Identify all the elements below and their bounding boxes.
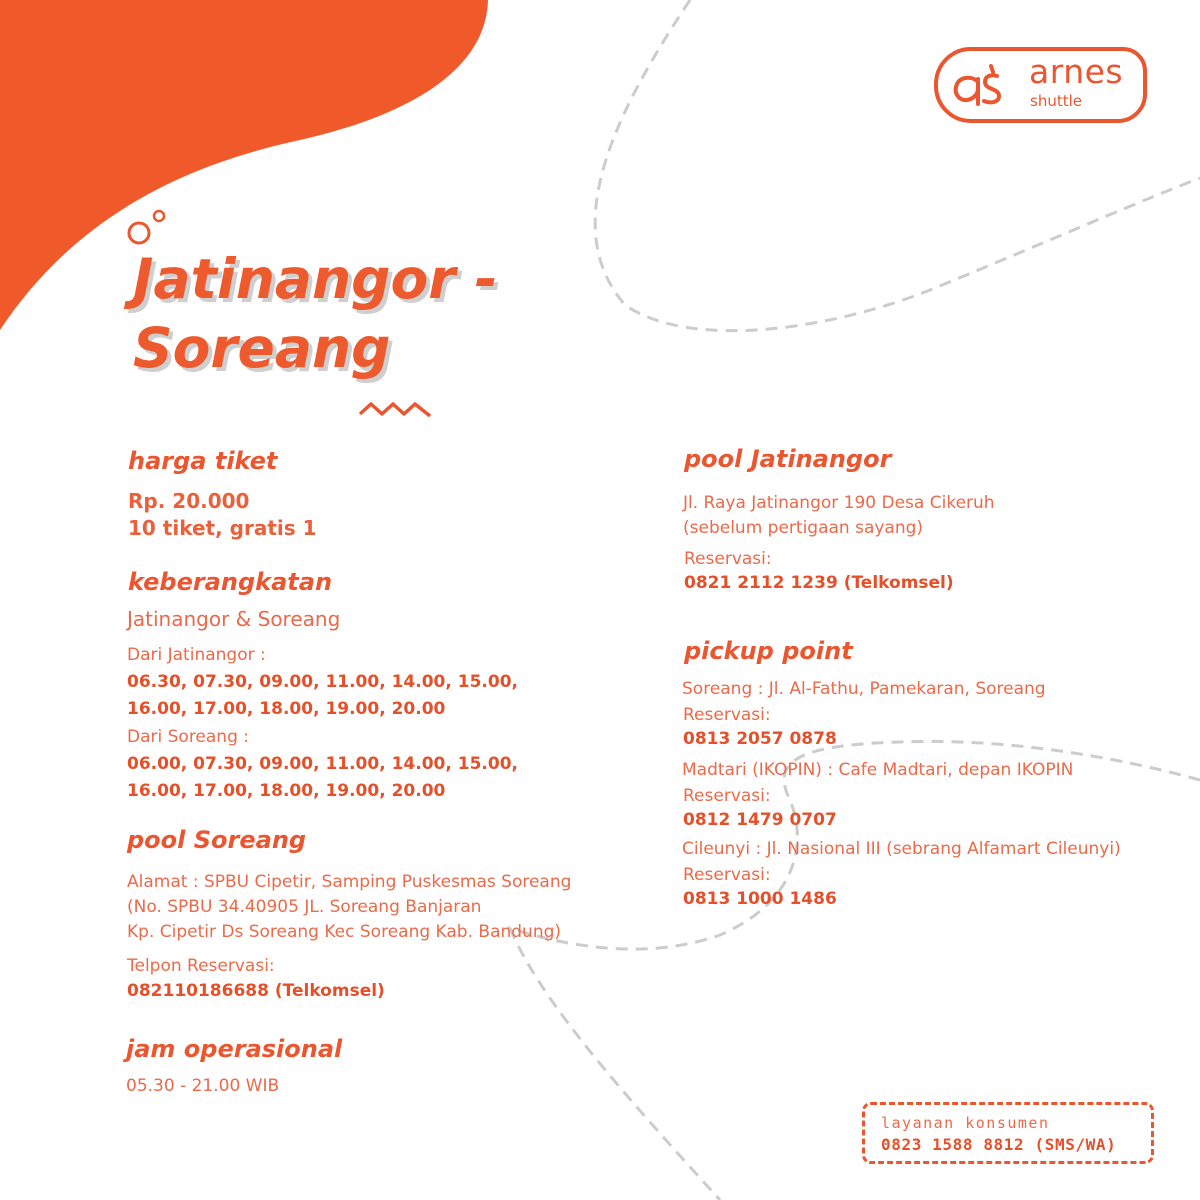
pickup-madtari-phone: 0812 1479 0707 [683,810,837,830]
pool-jatinangor-heading: pool Jatinangor [684,445,892,473]
from-soreang-times-2: 16.00, 17.00, 18.00, 19.00, 20.00 [127,781,446,801]
pool-soreang-address-1: Alamat : SPBU Cipetir, Samping Puskesmas Soreang [127,872,572,892]
pickup-point-heading: pickup point [684,637,853,665]
zigzag-icon [360,404,430,416]
pool-soreang-heading: pool Soreang [127,826,307,854]
pickup-cileunyi-phone: 0813 1000 1486 [683,889,837,909]
brand-name: arnes [1029,52,1124,91]
pool-soreang-phone-label: Telpon Reservasi: [127,956,275,976]
bubble-large [129,223,149,243]
page-title [133,245,497,383]
operating-hours: 05.30 - 21.00 WIB [126,1076,280,1096]
pool-jatinangor-address-2: (sebelum pertigaan sayang) [683,518,924,538]
jam-operasional-heading: jam operasional [126,1035,343,1063]
brand-logo [933,46,1148,124]
pool-jatinangor-address-1: Jl. Raya Jatinangor 190 Desa Cikeruh [683,493,995,513]
departure-subtitle: Jatinangor & Soreang [127,607,341,631]
brand-subtitle: shuttle [1030,92,1082,110]
pool-jatinangor-reservation-label: Reservasi: [684,549,772,569]
pickup-cileunyi-location: Cileunyi : Jl. Nasional III (sebrang Alfamart Cileunyi) [682,839,1121,859]
pickup-madtari-reservation-label: Reservasi: [683,786,771,806]
from-jatinangor-label: Dari Jatinangor : [127,645,266,665]
ticket-price: Rp. 20.000 [128,489,250,513]
title-line-2: Soreang [133,316,391,380]
customer-service-phone: 0823 1588 8812 (SMS/WA) [881,1135,1117,1154]
ticket-promo: 10 tiket, gratis 1 [128,516,317,540]
keberangkatan-heading: keberangkatan [128,568,333,596]
customer-service-box [862,1102,1154,1164]
pickup-soreang-phone: 0813 2057 0878 [683,729,837,749]
logo-monogram-icon [956,66,999,104]
from-jatinangor-times-1: 06.30, 07.30, 09.00, 11.00, 14.00, 15.00, [127,672,518,692]
from-soreang-label: Dari Soreang : [127,727,250,747]
pool-soreang-phone: 082110186688 (Telkomsel) [127,981,385,1001]
pool-soreang-address-2: (No. SPBU 34.40905 JL. Soreang Banjaran [127,897,482,917]
pickup-soreang-location: Soreang : Jl. Al-Fathu, Pamekaran, Soreang [682,679,1046,699]
from-jatinangor-times-2: 16.00, 17.00, 18.00, 19.00, 20.00 [127,699,446,719]
harga-tiket-heading: harga tiket [128,447,278,475]
from-soreang-times-1: 06.00, 07.30, 09.00, 11.00, 14.00, 15.00, [127,754,518,774]
pool-soreang-address-3: Kp. Cipetir Ds Soreang Kec Soreang Kab. Bandung) [127,922,562,942]
pickup-soreang-reservation-label: Reservasi: [683,705,771,725]
pickup-madtari-location: Madtari (IKOPIN) : Cafe Madtari, depan IKOPIN [682,760,1074,780]
customer-service-label: layanan konsumen [881,1114,1050,1132]
pool-jatinangor-phone: 0821 2112 1239 (Telkomsel) [684,573,954,593]
bubble-small [154,211,164,221]
pickup-cileunyi-reservation-label: Reservasi: [683,865,771,885]
title-line-1: Jatinangor - [133,247,498,311]
